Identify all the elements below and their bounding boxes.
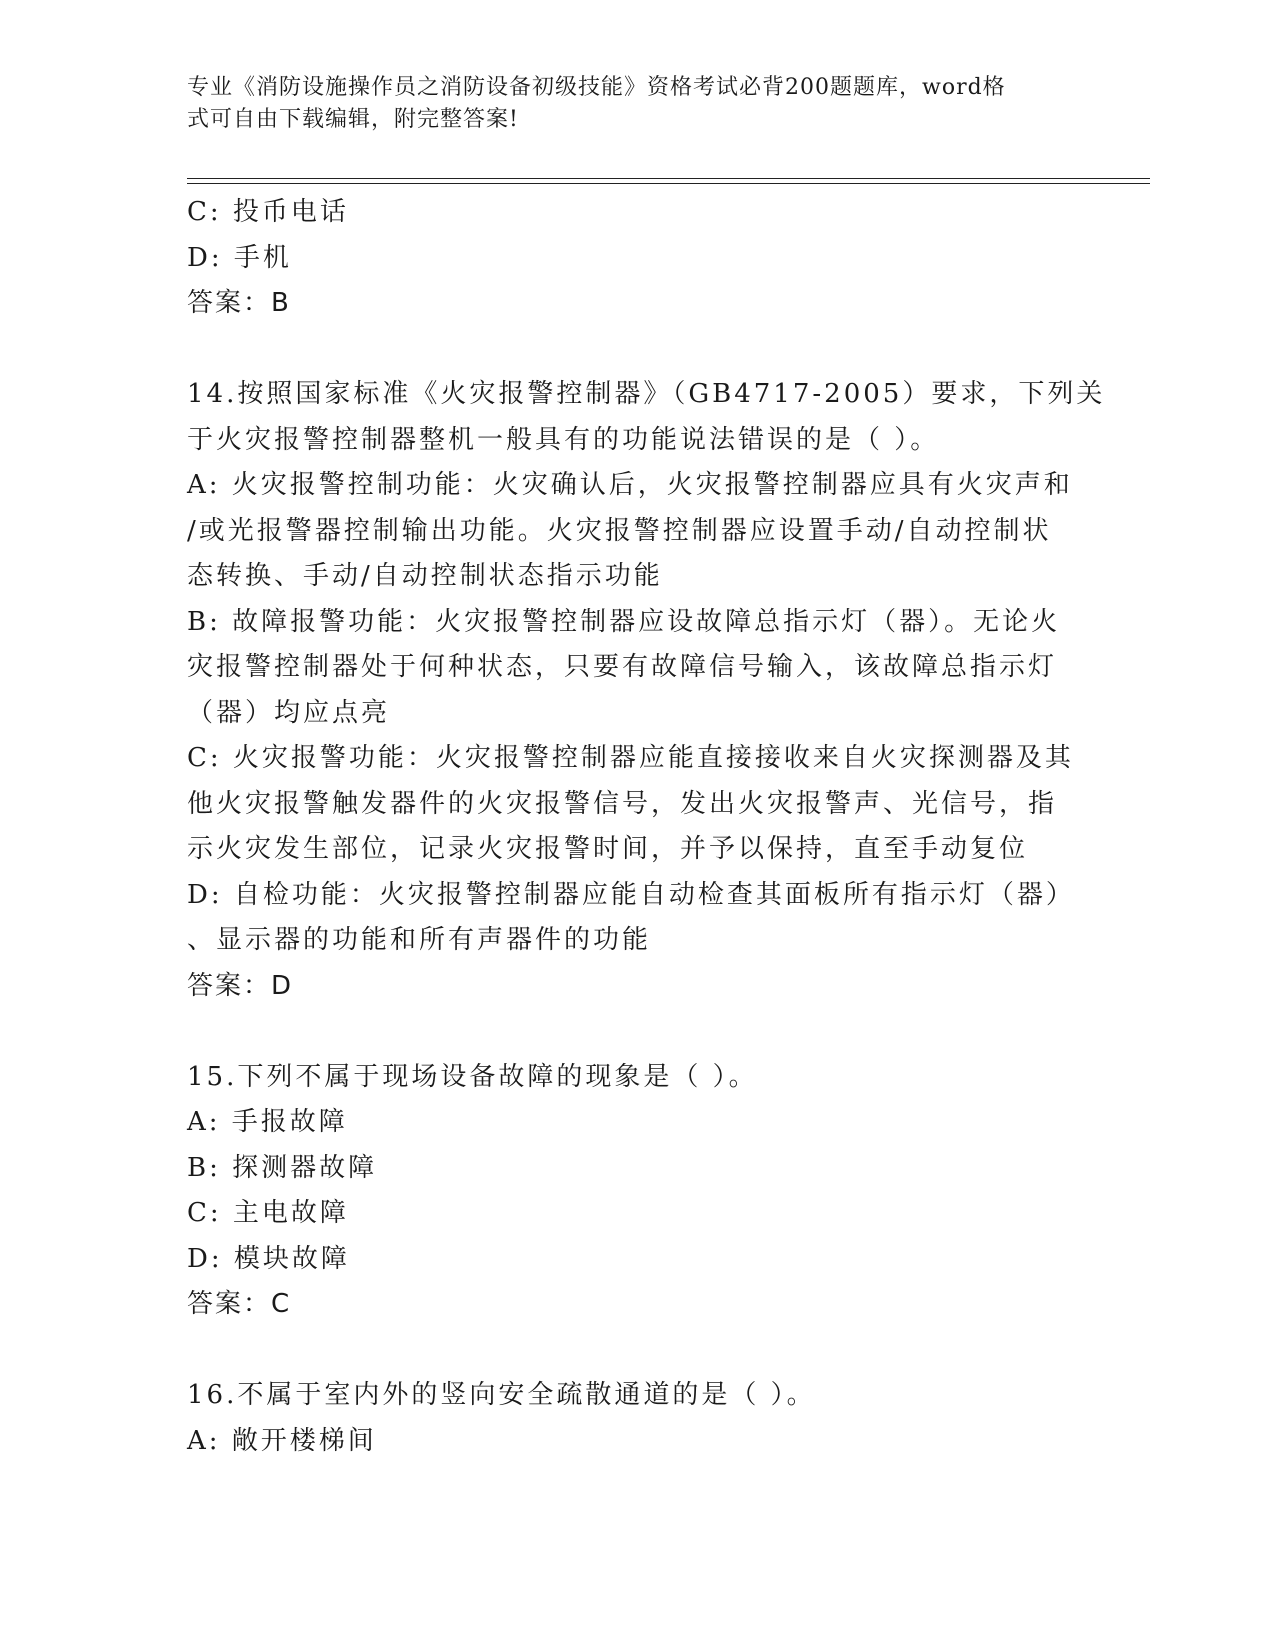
- q14-option-a-line-1: A: 火灾报警控制功能：火灾确认后，火灾报警控制器应具有火灾声和: [187, 470, 1073, 500]
- q15-option-d: D: 模块故障: [187, 1243, 350, 1274]
- q15-option-a: A: 手报故障: [187, 1107, 348, 1137]
- header-divider-thin: [187, 183, 1150, 184]
- q14-option-a-line-2: /或光报警器控制输出功能。火灾报警控制器应设置手动/自动控制状: [187, 515, 1052, 546]
- q14-option-b-line-1: B: 故障报警功能：火灾报警控制器应设故障总指示灯（器）。无论火: [187, 606, 1061, 637]
- header-divider-thick: [187, 178, 1150, 179]
- q15-stem: 15.下列不属于现场设备故障的现象是（ ）。: [187, 1061, 758, 1092]
- q14-option-c-line-1: C: 火灾报警功能：火灾报警控制器应能直接接收来自火灾探测器及其: [187, 743, 1074, 773]
- header-line-1: 专业《消防设施操作员之消防设备初级技能》资格考试必背200题题库，word格: [187, 75, 1006, 100]
- q14-option-c-line-3: 示火灾发生部位，记录火灾报警时间，并予以保持，直至手动复位: [187, 834, 1029, 864]
- q14-stem-line-1: 14.按照国家标准《火灾报警控制器》（GB4717-2005）要求，下列关: [187, 379, 1106, 409]
- q15-option-b: B: 探测器故障: [187, 1152, 378, 1183]
- q13-option-d: D: 手机: [187, 242, 292, 273]
- q13-answer: 答案：B: [187, 288, 291, 318]
- q14-option-b-line-3: （器）均应点亮: [187, 697, 391, 728]
- q15-option-c: C: 主电故障: [187, 1198, 349, 1228]
- q13-option-c: C: 投币电话: [187, 197, 349, 227]
- spacer: [187, 1009, 1077, 1055]
- spacer: [187, 1328, 1077, 1374]
- q16-option-a: A: 敞开楼梯间: [187, 1425, 377, 1456]
- q14-stem-line-2: 于火灾报警控制器整机一般具有的功能说法错误的是（ ）。: [187, 424, 940, 455]
- q14-option-d-line-1: D: 自检功能：火灾报警控制器应能自动检查其面板所有指示灯（器）: [187, 879, 1075, 910]
- q14-answer: 答案：D: [187, 970, 294, 1001]
- header-line-2: 式可自由下载编辑，附完整答案!: [187, 107, 519, 132]
- question-body: [187, 190, 1106, 1464]
- q14-option-b-line-2: 灾报警控制器处于何种状态，只要有故障信号输入，该故障总指示灯: [187, 652, 1058, 682]
- q16-stem: 16.不属于室内外的竖向安全疏散通道的是（ ）。: [187, 1380, 816, 1410]
- spacer: [187, 327, 1077, 373]
- q14-option-c-line-2: 他火灾报警触发器件的火灾报警信号，发出火灾报警声、光信号，指: [187, 788, 1058, 819]
- document-header: [187, 72, 1067, 136]
- q14-option-a-line-3: 态转换、手动/自动控制状态指示功能: [187, 561, 663, 591]
- q14-option-d-line-2: 、显示器的功能和所有声器件的功能: [187, 925, 652, 955]
- q15-answer: 答案：C: [187, 1289, 292, 1319]
